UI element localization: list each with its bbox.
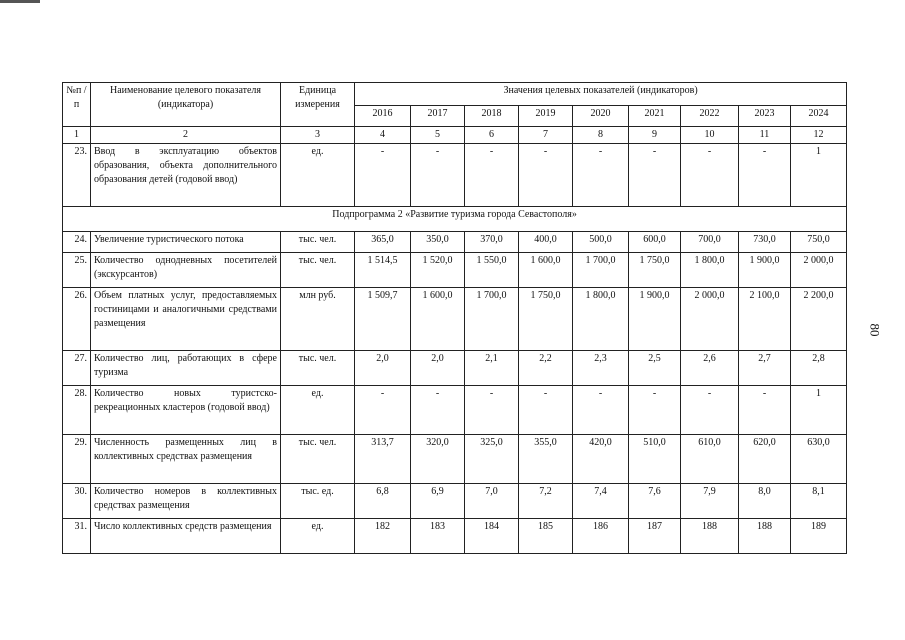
indicator-name: Количество номеров в коллективных средствах размещения xyxy=(91,484,281,519)
indicator-name: Количество лиц, работающих в сфере туризма xyxy=(91,351,281,386)
indicator-unit: млн руб. xyxy=(281,288,355,351)
indicator-value: - xyxy=(629,144,681,207)
column-number-cell: 1 xyxy=(63,127,91,144)
indicator-value: 355,0 xyxy=(519,435,573,484)
header-unit: Единица измерения xyxy=(281,83,355,127)
indicator-row xyxy=(63,144,847,207)
row-number: 23. xyxy=(63,144,91,207)
indicator-value: 8,0 xyxy=(739,484,791,519)
indicator-value: 7,9 xyxy=(681,484,739,519)
indicator-unit: ед. xyxy=(281,519,355,554)
year-cell: 2017 xyxy=(411,106,465,127)
indicators-table xyxy=(62,82,847,554)
indicator-value: 1 520,0 xyxy=(411,253,465,288)
indicator-value: 1 750,0 xyxy=(519,288,573,351)
indicator-value: 325,0 xyxy=(465,435,519,484)
indicator-value: 7,4 xyxy=(573,484,629,519)
column-number-cell: 5 xyxy=(411,127,465,144)
indicator-value: 1 600,0 xyxy=(519,253,573,288)
indicator-value: 2,0 xyxy=(411,351,465,386)
indicator-value: 184 xyxy=(465,519,519,554)
indicator-value: - xyxy=(739,144,791,207)
indicator-value: 2,0 xyxy=(355,351,411,386)
indicator-value: 2 200,0 xyxy=(791,288,847,351)
indicator-value: 182 xyxy=(355,519,411,554)
indicator-value: 610,0 xyxy=(681,435,739,484)
row-number: 24. xyxy=(63,232,91,253)
year-cell: 2024 xyxy=(791,106,847,127)
header-values: Значения целевых показателей (индикаторов) xyxy=(355,83,847,106)
indicator-value: 350,0 xyxy=(411,232,465,253)
year-cell: 2018 xyxy=(465,106,519,127)
indicator-value: - xyxy=(519,144,573,207)
indicator-value: 188 xyxy=(681,519,739,554)
indicator-row xyxy=(63,232,847,253)
indicator-value: 320,0 xyxy=(411,435,465,484)
indicator-name: Число коллективных средств размещения xyxy=(91,519,281,554)
indicator-value: 600,0 xyxy=(629,232,681,253)
column-number-cell: 8 xyxy=(573,127,629,144)
indicator-value: 400,0 xyxy=(519,232,573,253)
indicator-value: 630,0 xyxy=(791,435,847,484)
indicator-value: 1 514,5 xyxy=(355,253,411,288)
indicator-unit: тыс. ед. xyxy=(281,484,355,519)
indicator-value: 2,5 xyxy=(629,351,681,386)
indicator-value: - xyxy=(355,144,411,207)
row-number: 29. xyxy=(63,435,91,484)
indicator-row xyxy=(63,484,847,519)
indicator-value: 2 100,0 xyxy=(739,288,791,351)
indicator-row xyxy=(63,288,847,351)
indicator-row xyxy=(63,519,847,554)
indicator-value: 2,8 xyxy=(791,351,847,386)
indicator-value: - xyxy=(411,386,465,435)
indicator-value: 186 xyxy=(573,519,629,554)
indicator-value: 620,0 xyxy=(739,435,791,484)
indicator-value: 6,8 xyxy=(355,484,411,519)
indicator-row xyxy=(63,351,847,386)
indicator-value: 1 xyxy=(791,144,847,207)
indicator-row xyxy=(63,253,847,288)
indicator-value: 8,1 xyxy=(791,484,847,519)
indicator-value: 183 xyxy=(411,519,465,554)
indicator-unit: тыс. чел. xyxy=(281,253,355,288)
header-num: №п /п xyxy=(63,83,91,127)
subprogram-title: Подпрограмма 2 «Развитие туризма города Севастополя» xyxy=(63,207,847,232)
indicator-name: Количество однодневных посетителей (экскурсантов) xyxy=(91,253,281,288)
scan-mark xyxy=(0,0,40,3)
indicator-value: 2,7 xyxy=(739,351,791,386)
column-number-cell: 7 xyxy=(519,127,573,144)
indicator-value: 750,0 xyxy=(791,232,847,253)
indicator-name: Увеличение туристического потока xyxy=(91,232,281,253)
column-number-cell: 3 xyxy=(281,127,355,144)
indicator-value: 500,0 xyxy=(573,232,629,253)
indicator-value: 1 509,7 xyxy=(355,288,411,351)
indicator-row xyxy=(63,435,847,484)
indicator-name: Объем платных услуг, предоставляемых гостиницами и аналогичными средствами размещения xyxy=(91,288,281,351)
indicator-value: 1 750,0 xyxy=(629,253,681,288)
column-number-cell: 11 xyxy=(739,127,791,144)
subprogram-row xyxy=(63,207,847,232)
indicator-value: 2,2 xyxy=(519,351,573,386)
indicator-value: - xyxy=(411,144,465,207)
indicator-value: - xyxy=(681,144,739,207)
indicator-value: 370,0 xyxy=(465,232,519,253)
indicator-value: 188 xyxy=(739,519,791,554)
column-number-cell: 6 xyxy=(465,127,519,144)
year-cell: 2016 xyxy=(355,106,411,127)
row-number: 31. xyxy=(63,519,91,554)
indicator-value: 7,0 xyxy=(465,484,519,519)
indicator-value: 2 000,0 xyxy=(681,288,739,351)
indicator-value: 1 700,0 xyxy=(573,253,629,288)
indicator-name: Численность размещенных лиц в коллективных средствах размещения xyxy=(91,435,281,484)
column-numbers-row xyxy=(63,127,847,144)
indicator-name: Ввод в эксплуатацию объектов образования, объекта дополнительного образования детей (годовой ввод) xyxy=(91,144,281,207)
indicator-value: 1 xyxy=(791,386,847,435)
indicator-value: - xyxy=(355,386,411,435)
indicator-value: 1 900,0 xyxy=(629,288,681,351)
indicator-value: 7,6 xyxy=(629,484,681,519)
indicator-value: - xyxy=(465,386,519,435)
header-name: Наименование целевого показателя (индикатора) xyxy=(91,83,281,127)
indicator-value: - xyxy=(739,386,791,435)
column-number-cell: 9 xyxy=(629,127,681,144)
indicator-value: 6,9 xyxy=(411,484,465,519)
indicator-value: 185 xyxy=(519,519,573,554)
indicator-value: 2,1 xyxy=(465,351,519,386)
indicator-value: 187 xyxy=(629,519,681,554)
indicator-value: 1 700,0 xyxy=(465,288,519,351)
indicator-value: 1 600,0 xyxy=(411,288,465,351)
indicator-unit: тыс. чел. xyxy=(281,232,355,253)
indicator-value: 1 800,0 xyxy=(681,253,739,288)
indicator-value: 189 xyxy=(791,519,847,554)
row-number: 30. xyxy=(63,484,91,519)
indicator-value: 2,3 xyxy=(573,351,629,386)
indicator-value: 420,0 xyxy=(573,435,629,484)
indicator-value: 2 000,0 xyxy=(791,253,847,288)
row-number: 28. xyxy=(63,386,91,435)
indicator-value: - xyxy=(629,386,681,435)
indicator-unit: тыс. чел. xyxy=(281,435,355,484)
indicator-unit: тыс. чел. xyxy=(281,351,355,386)
year-cell: 2023 xyxy=(739,106,791,127)
year-cell: 2019 xyxy=(519,106,573,127)
indicator-unit: ед. xyxy=(281,144,355,207)
indicator-value: - xyxy=(681,386,739,435)
indicator-value: 1 550,0 xyxy=(465,253,519,288)
column-number-cell: 10 xyxy=(681,127,739,144)
indicator-unit: ед. xyxy=(281,386,355,435)
year-cell: 2020 xyxy=(573,106,629,127)
header-row xyxy=(63,83,847,106)
column-number-cell: 4 xyxy=(355,127,411,144)
indicator-value: 313,7 xyxy=(355,435,411,484)
row-number: 27. xyxy=(63,351,91,386)
indicator-value: 2,6 xyxy=(681,351,739,386)
indicator-name: Количество новых туристско-рекреационных кластеров (годовой ввод) xyxy=(91,386,281,435)
year-cell: 2021 xyxy=(629,106,681,127)
row-number: 25. xyxy=(63,253,91,288)
indicator-value: 700,0 xyxy=(681,232,739,253)
indicator-value: - xyxy=(573,386,629,435)
indicator-value: - xyxy=(573,144,629,207)
page-number: 80 xyxy=(867,323,883,337)
indicator-value: - xyxy=(465,144,519,207)
indicator-value: 510,0 xyxy=(629,435,681,484)
column-number-cell: 2 xyxy=(91,127,281,144)
indicator-value: 1 800,0 xyxy=(573,288,629,351)
column-number-cell: 12 xyxy=(791,127,847,144)
indicator-row xyxy=(63,386,847,435)
indicator-value: 7,2 xyxy=(519,484,573,519)
year-cell: 2022 xyxy=(681,106,739,127)
indicator-value: 730,0 xyxy=(739,232,791,253)
indicator-value: - xyxy=(519,386,573,435)
indicator-value: 365,0 xyxy=(355,232,411,253)
row-number: 26. xyxy=(63,288,91,351)
indicator-value: 1 900,0 xyxy=(739,253,791,288)
